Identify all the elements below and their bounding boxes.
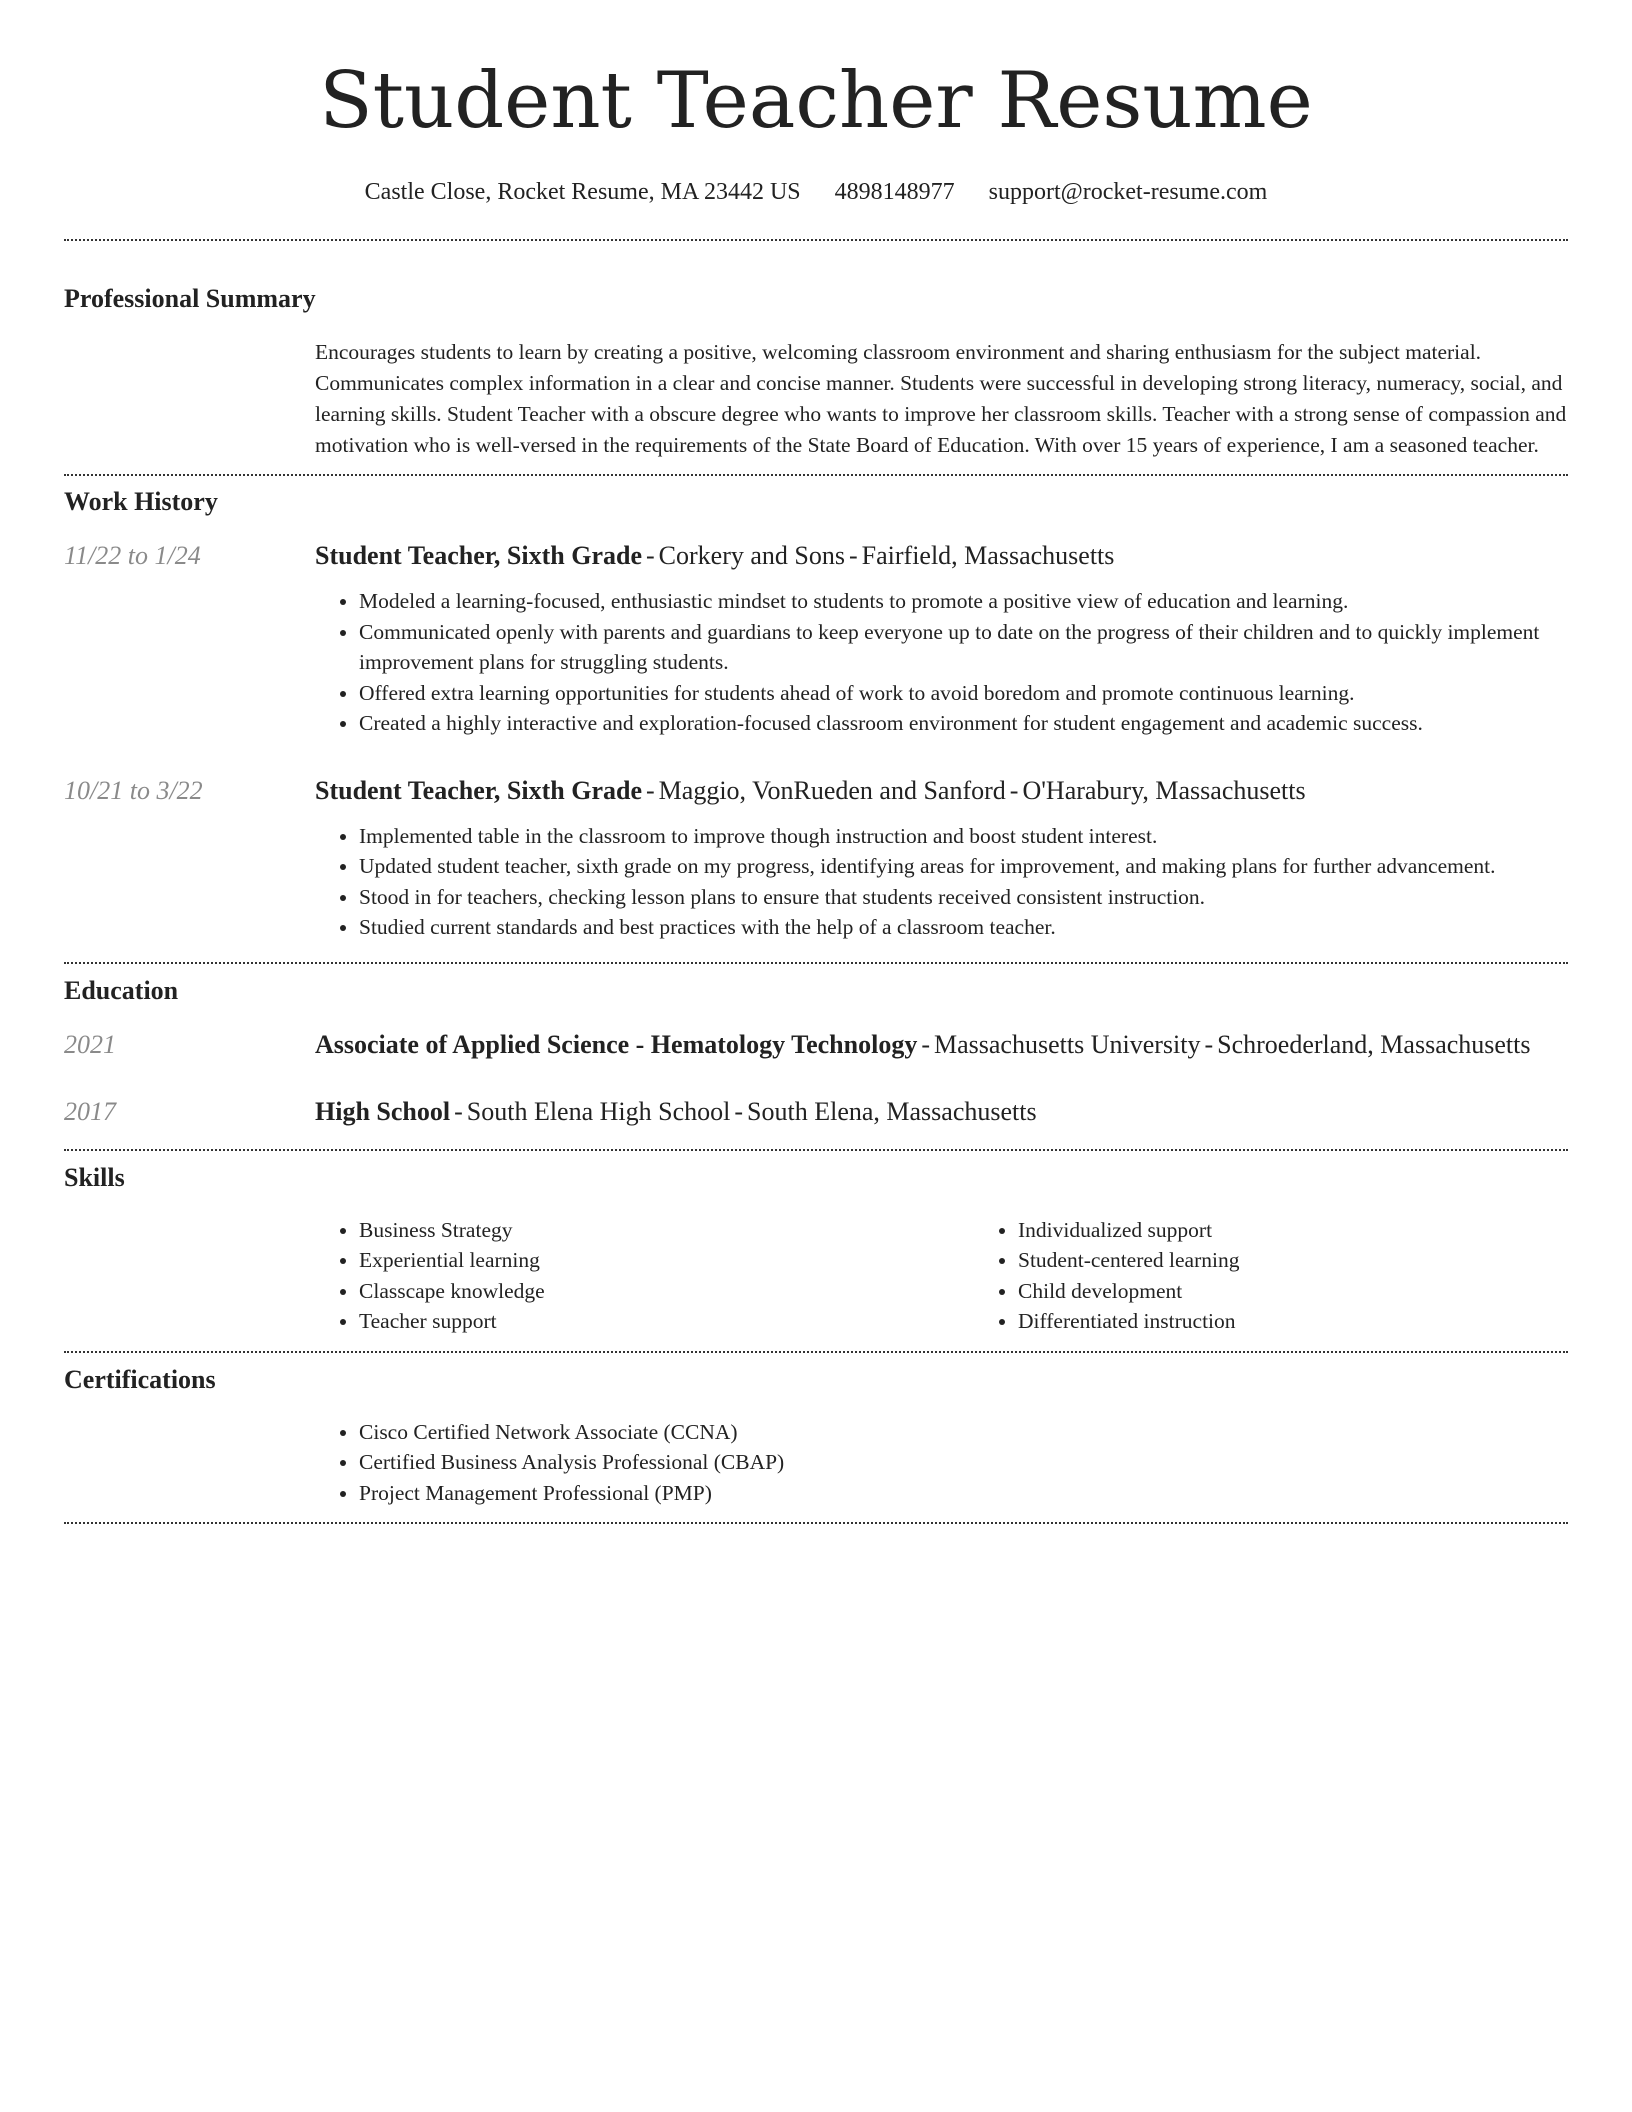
skills-list-left	[315, 1215, 974, 1337]
resume-name: Student Teacher Resume	[319, 56, 1313, 146]
skills-list-right	[974, 1215, 1632, 1337]
job-bullets	[315, 586, 1568, 739]
divider	[64, 239, 1568, 241]
divider	[64, 962, 1568, 964]
section-title-skills: Skills	[64, 1162, 125, 1192]
section-title-summary: Professional Summary	[64, 284, 316, 313]
education-title: High School - South Elena High School - South Elena, Massachusetts	[315, 1096, 1037, 1126]
resume-header	[64, 0, 1568, 208]
education-degree: High School	[315, 1096, 451, 1126]
list-item: • Cisco Certified Network Associate (CCNA)	[359, 1417, 1568, 1448]
job-title: Student Teacher, Sixth Grade - Corkery and Sons - Fairfield, Massachusetts	[315, 541, 1115, 570]
list-item: • Classcape knowledge	[359, 1276, 974, 1307]
divider	[64, 1149, 1568, 1151]
list-item: • Business Strategy	[359, 1215, 974, 1246]
education-section	[64, 975, 1568, 1130]
list-item: • Teacher support	[359, 1306, 974, 1337]
list-item: • Implemented table in the classroom to improve though instruction and boost student interest.	[359, 821, 1568, 852]
education-location: South Elena, Massachusetts	[747, 1096, 1037, 1126]
list-item: • Modeled a learning-focused, enthusiastic mindset to students to promote a positive view of education and learning.	[359, 586, 1568, 617]
list-item: • Child development	[1018, 1276, 1632, 1307]
list-item: • Experiential learning	[359, 1245, 974, 1276]
education-title: Associate of Applied Science - Hematology Technology - Massachusetts University - Schroederland, Massachusetts	[315, 1029, 1531, 1059]
job-role: Student Teacher, Sixth Grade	[315, 775, 642, 805]
education-location: Schroederland, Massachusetts	[1217, 1029, 1531, 1059]
job-title: Student Teacher, Sixth Grade - Maggio, VonRueden and Sanford - O'Harabury, Massachusetts	[315, 775, 1306, 805]
divider	[64, 474, 1568, 476]
certifications-list	[315, 1417, 1568, 1509]
education-school: South Elena High School	[466, 1096, 731, 1126]
education-entry	[64, 1094, 1568, 1130]
section-title-work: Work History	[64, 487, 218, 516]
list-item: • Differentiated instruction	[1018, 1306, 1632, 1337]
contact-line	[64, 176, 1568, 208]
skills-section	[64, 1162, 1568, 1337]
work-section	[64, 486, 1568, 943]
education-year: 2017	[64, 1096, 116, 1126]
job-location: Fairfield, Massachusetts	[861, 541, 1115, 570]
section-title-education: Education	[64, 975, 179, 1005]
job-entry	[64, 538, 1568, 739]
education-year: 2021	[64, 1029, 116, 1059]
list-item: • Individualized support	[1018, 1215, 1632, 1246]
job-role: Student Teacher, Sixth Grade	[315, 541, 642, 570]
education-entry	[64, 1027, 1568, 1063]
section-title-certifications: Certifications	[64, 1364, 216, 1394]
job-bullets	[315, 821, 1568, 943]
list-item: • Offered extra learning opportunities for students ahead of work to avoid boredom and promote continuous learning.	[359, 678, 1568, 709]
list-item: • Updated student teacher, sixth grade on my progress, identifying areas for improvement, and making plans for further advancement.	[359, 851, 1568, 882]
education-degree: Associate of Applied Science - Hematology Technology	[315, 1029, 918, 1059]
contact-email: support@rocket-resume.com	[988, 179, 1268, 205]
education-school: Massachusetts University	[934, 1029, 1201, 1059]
contact-address: Castle Close, Rocket Resume, MA 23442 US	[364, 179, 801, 205]
job-company: Maggio, VonRueden and Sanford	[658, 775, 1006, 805]
summary-section	[64, 283, 1568, 461]
summary-text: Encourages students to learn by creating a positive, welcoming classroom environment and sharing enthusiasm for the subject material. Communicates complex information in a clear and concise manner. Students were successful in developing strong literacy, numeracy, social, and learning skills. Student Teacher with a obscure degree who wants to improve her classroom skills. Teacher with a strong sense of compassion and motivation who is well-versed in the requirements of the State Board of Education. With over 15 years of experience, I am a seasoned teacher.	[315, 340, 1567, 457]
divider	[64, 1351, 1568, 1353]
list-item: • Stood in for teachers, checking lesson plans to ensure that students received consistent instruction.	[359, 882, 1568, 913]
certifications-section	[64, 1364, 1568, 1509]
list-item: • Studied current standards and best practices with the help of a classroom teacher.	[359, 912, 1568, 943]
job-entry	[64, 773, 1568, 943]
list-item: • Created a highly interactive and exploration-focused classroom environment for student engagement and academic success.	[359, 708, 1568, 739]
divider	[64, 1522, 1568, 1524]
list-item: • Student-centered learning	[1018, 1245, 1632, 1276]
job-location: O'Harabury, Massachusetts	[1022, 775, 1306, 805]
job-dates: 11/22 to 1/24	[64, 541, 201, 570]
contact-phone: 4898148977	[834, 179, 955, 205]
list-item: • Certified Business Analysis Professional (CBAP)	[359, 1447, 1568, 1478]
list-item: • Communicated openly with parents and guardians to keep everyone up to date on the progress of their children and to quickly implement improvement plans for struggling students.	[359, 617, 1568, 678]
job-company: Corkery and Sons	[658, 541, 845, 570]
list-item: • Project Management Professional (PMP)	[359, 1478, 1568, 1509]
job-dates: 10/21 to 3/22	[64, 775, 203, 805]
